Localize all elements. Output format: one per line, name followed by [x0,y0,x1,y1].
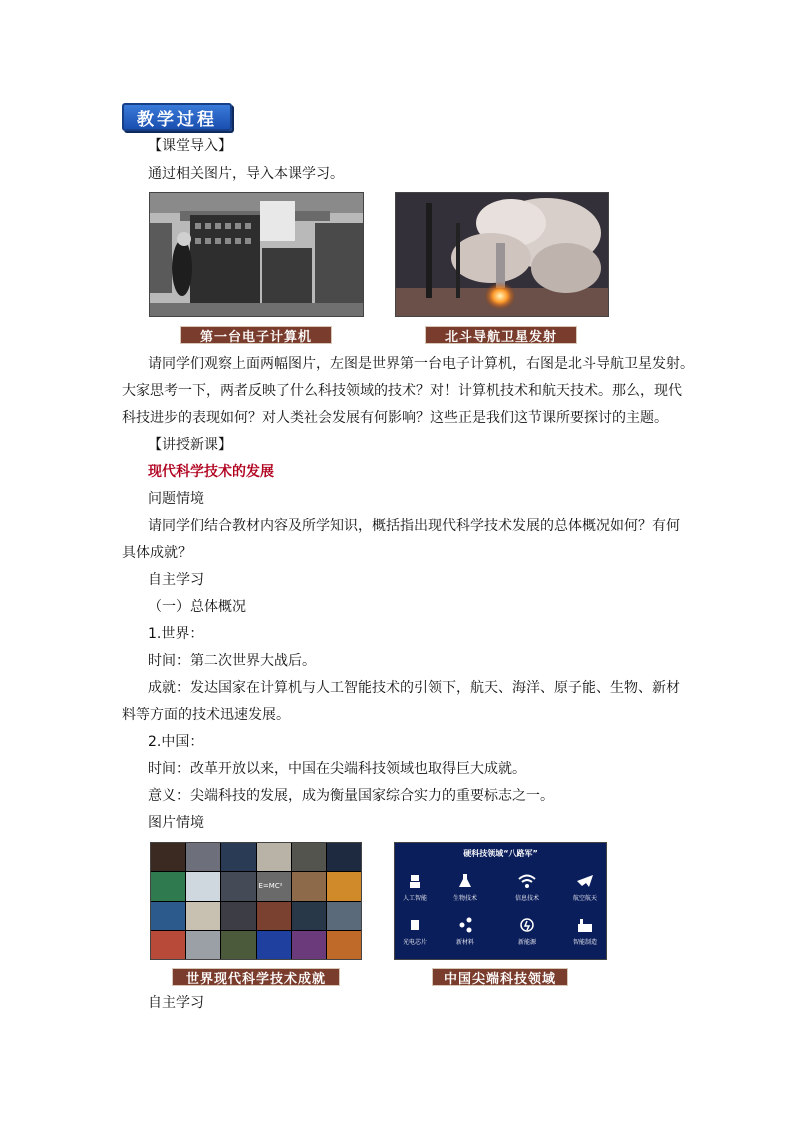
world-time: 时间：第二次世界大战后。 [148,653,316,669]
energy-icon [518,917,536,933]
caption-world-tech: 世界现代科学技术成就 [172,968,340,986]
intro-paragraph-line3: 科技进步的表现如何？对人类社会发展有何影响？这些正是我们这节课所要探讨的主题。 [122,410,668,426]
factory-icon [576,917,594,933]
intro-paragraph-line2: 大家思考一下，两者反映了什么科技领域的技术？对！计算机技术和航天技术。那么，现代 [122,383,682,399]
chip-icon [408,917,422,933]
tech-item-energy: 新能源 [513,917,541,946]
tech-item-info: 信息技术 [513,873,541,902]
molecule-icon [458,917,472,933]
question-line2: 具体成就？ [122,545,192,561]
china-time: 时间：改革开放以来，中国在尖端科技领域也取得巨大成就。 [148,761,526,777]
beidou-launch-photo [395,192,609,317]
flask-icon [458,873,472,889]
section-title: 现代科学技术的发展 [148,464,274,480]
tech-item-material: 新材料 [451,917,479,946]
caption-computer: 第一台电子计算机 [180,326,332,344]
tech-item-ai: 人工智能 [401,873,429,902]
eniac-photo [149,192,364,317]
china-label: 2.中国： [148,734,204,750]
intro-heading: 【课堂导入】 [148,138,232,154]
world-label: 1.世界： [148,626,204,642]
tech-item-aerospace: 航空航天 [571,873,599,902]
equation-label: E=MC² [258,882,283,891]
intro-text: 通过相关图片，导入本课学习。 [148,166,344,182]
lesson-heading: 【讲授新课】 [148,437,232,453]
world-tech-collage [150,842,362,960]
question-line1: 请同学们结合教材内容及所学知识，概括指出现代科学技术发展的总体概况如何？有何 [148,518,680,534]
self-study-label: 自主学习 [148,572,204,588]
caption-beidou: 北斗导航卫星发射 [425,326,577,344]
subsection-overview: （一）总体概况 [148,599,246,615]
china-meaning: 意义：尖端科技的发展，成为衡量国家综合实力的重要标志之一。 [148,788,554,804]
airplane-icon [576,873,594,889]
picture-label: 图片情境 [148,815,204,831]
robot-icon [408,873,422,889]
intro-paragraph-line1: 请同学们观察上面两幅图片，左图是世界第一台电子计算机，右图是北斗导航卫星发射。 [148,356,694,372]
tech-item-manufacturing: 智能制造 [571,917,599,946]
question-label: 问题情境 [148,491,204,507]
world-achievement-line1: 成就：发达国家在计算机与人工智能技术的引领下，航天、海洋、原子能、生物、新材 [148,680,680,696]
tech-panel-title: 硬科技领域“八路军” [463,849,538,858]
tech-item-chip: 光电芯片 [401,917,429,946]
caption-china-tech: 中国尖端科技领域 [432,968,568,986]
wifi-icon [518,873,536,889]
tech-item-bio: 生物技术 [451,873,479,902]
china-tech-panel [394,842,607,960]
self-study-label-2: 自主学习 [148,995,204,1011]
section-badge: 教学过程 [122,103,232,131]
world-achievement-line2: 料等方面的技术迅速发展。 [122,707,290,723]
